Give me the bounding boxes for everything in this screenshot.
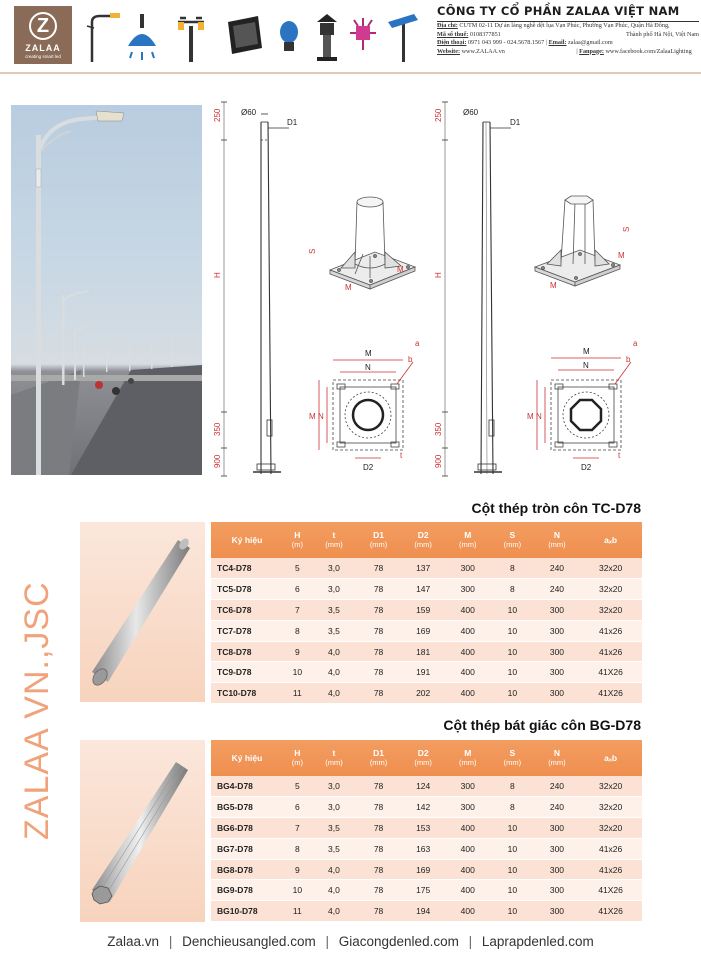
bg-col-d2: D2 (mm) (401, 740, 446, 776)
table-row (211, 901, 642, 922)
spec-cell: 10 (490, 662, 535, 683)
spec-cell: 8 (490, 579, 535, 600)
spec-cell: 147 (401, 579, 446, 600)
model-code-cell: BG7-D78 (211, 838, 283, 859)
dim-n-left-plan-side: N (318, 412, 324, 421)
dim-d60-left: Ø60 (241, 108, 257, 117)
footer-link-zalaa[interactable]: Zalaa.vn (107, 934, 160, 949)
spec-cell: 4,0 (312, 901, 357, 922)
bg-col-axb: aₓb (579, 740, 642, 776)
spec-cell: 3,0 (312, 797, 357, 818)
spec-cell: 10 (490, 620, 535, 641)
company-name: CÔNG TY CỔ PHẦN ZALAA VIỆT NAM (437, 4, 699, 22)
footer-separator: | (168, 934, 173, 949)
spec-cell: 78 (356, 620, 401, 641)
bg-section-title: Cột thép bát giác côn BG-D78 (443, 717, 641, 733)
dim-a-right-plan: a (633, 339, 638, 348)
spec-cell: 78 (356, 859, 401, 880)
footer-separator: | (468, 934, 473, 949)
technical-drawings (205, 92, 695, 484)
table-row (211, 818, 642, 839)
spec-cell: 32x20 (579, 797, 642, 818)
spec-cell: 202 (401, 683, 446, 704)
spec-cell: 78 (356, 579, 401, 600)
spec-cell: 163 (401, 838, 446, 859)
spec-cell: 300 (445, 797, 490, 818)
spec-cell: 10 (490, 683, 535, 704)
dim-h-left: H (213, 272, 222, 278)
table-row (211, 683, 642, 704)
spec-cell: 137 (401, 558, 446, 579)
vertical-watermark: ZALAA VN.,JSC (18, 581, 56, 840)
dim-m-right-iso-b: M (618, 251, 625, 260)
tc-col-m: M (mm) (445, 522, 490, 558)
bg-col-t: t (mm) (312, 740, 357, 776)
spec-cell: 3,0 (312, 776, 357, 797)
dim-d2-right-plan: D2 (581, 463, 592, 472)
spec-cell: 300 (535, 641, 580, 662)
table-row (211, 620, 642, 641)
logo-slogan: creating smart led (25, 54, 61, 59)
dim-d1-right: D1 (510, 118, 521, 127)
spec-cell: 32x20 (579, 558, 642, 579)
spec-cell: 78 (356, 600, 401, 621)
dim-n-right-plan-top: N (583, 361, 589, 370)
table-row (211, 880, 642, 901)
spec-cell: 78 (356, 662, 401, 683)
spec-cell: 400 (445, 662, 490, 683)
spec-cell: 300 (535, 620, 580, 641)
footer-link-giacongdenled[interactable]: Giacongdenled.com (338, 934, 459, 949)
dim-s-left-iso: S (308, 248, 317, 254)
model-code-cell: BG9-D78 (211, 880, 283, 901)
dim-d60-right: Ø60 (463, 108, 479, 117)
spec-cell: 300 (535, 600, 580, 621)
phone-value: 0971 043 999 - 024.5678.1567 (467, 39, 545, 46)
tax-line (437, 31, 699, 40)
led-bulb-icon (277, 12, 301, 62)
spec-cell: 78 (356, 880, 401, 901)
spec-cell: 7 (283, 600, 312, 621)
drawings-svg (205, 92, 695, 484)
tax-value: 0108377851 (469, 30, 501, 38)
spec-cell: 3,0 (312, 579, 357, 600)
bollard-light-icon (312, 12, 342, 62)
tax-label: Mã số thuế: (437, 30, 469, 38)
spec-cell: 32x20 (579, 818, 642, 839)
city-value: Thành phố Hà Nội, Việt Nam (625, 30, 699, 38)
spec-cell: 32x20 (579, 600, 642, 621)
round-tube-svg (80, 522, 205, 702)
footer-separator: | (325, 934, 329, 949)
spec-cell: 300 (535, 880, 580, 901)
spec-cell: 11 (283, 683, 312, 704)
footer-link-laprapdenled[interactable]: Laprapdenled.com (481, 934, 594, 949)
web-line: Website: www.ZALAA.vn | Fanpage: www.facebook.com/ZalaaLighting (437, 47, 692, 55)
spec-cell: 240 (535, 579, 580, 600)
led-chip-icon (348, 12, 378, 62)
logo-name: ZALAA (25, 43, 61, 53)
dim-b-left-plan: b (408, 355, 413, 364)
email-link[interactable]: zalaa@gmail.com (568, 39, 613, 46)
spec-cell: 10 (283, 662, 312, 683)
model-code-cell: BG8-D78 (211, 859, 283, 880)
spec-cell: 300 (445, 776, 490, 797)
spec-cell: 10 (490, 901, 535, 922)
spec-cell: 78 (356, 901, 401, 922)
spec-cell: 41x26 (579, 620, 642, 641)
dim-m-left-iso-a: M (345, 283, 352, 292)
spec-cell: 300 (535, 683, 580, 704)
address-label: Địa chỉ: (437, 22, 458, 29)
spec-cell: 191 (401, 662, 446, 683)
spec-cell: 300 (535, 901, 580, 922)
spec-cell: 400 (445, 641, 490, 662)
spec-cell: 9 (283, 859, 312, 880)
bg-col-code: Ký hiệu (211, 740, 283, 776)
table-row (211, 776, 642, 797)
round-base-plan (319, 360, 413, 458)
spec-cell: 41X26 (579, 683, 642, 704)
spec-cell: 78 (356, 797, 401, 818)
table-row (211, 797, 642, 818)
spec-cell: 7 (283, 818, 312, 839)
spec-cell: 400 (445, 859, 490, 880)
tc-col-t: t (mm) (312, 522, 357, 558)
footer-link-denchieusangled[interactable]: Denchieusangled.com (182, 934, 316, 949)
spec-cell: 175 (401, 880, 446, 901)
table-row (211, 662, 642, 683)
dim-m-left-plan-top: M (365, 349, 372, 358)
spec-cell: 10 (490, 880, 535, 901)
tc-col-n: N (mm) (535, 522, 580, 558)
spec-cell: 5 (283, 558, 312, 579)
spec-cell: 400 (445, 683, 490, 704)
spec-cell: 78 (356, 641, 401, 662)
spec-cell: 78 (356, 558, 401, 579)
dim-s-right-iso: S (622, 226, 631, 232)
spec-cell: 169 (401, 620, 446, 641)
spec-cell: 300 (445, 579, 490, 600)
address-line (437, 22, 699, 31)
spec-cell: 41x26 (579, 859, 642, 880)
model-code-cell: TC5-D78 (211, 579, 283, 600)
spec-cell: 78 (356, 683, 401, 704)
spec-cell: 400 (445, 880, 490, 901)
spec-cell: 32x20 (579, 579, 642, 600)
model-code-cell: TC7-D78 (211, 620, 283, 641)
bg-col-m: M (mm) (445, 740, 490, 776)
table-row (211, 641, 642, 662)
model-code-cell: BG6-D78 (211, 818, 283, 839)
tc-col-axb: aₓb (579, 522, 642, 558)
street-pole-photo (11, 105, 202, 475)
bg-table-body (211, 776, 642, 922)
dim-d1-left: D1 (287, 118, 298, 127)
spec-cell: 10 (490, 859, 535, 880)
street-light-icon (84, 12, 122, 62)
model-code-cell: TC9-D78 (211, 662, 283, 683)
table-row (211, 859, 642, 880)
dim-t-left-plan: t (400, 451, 403, 460)
address-value: CUTM 02-11 Dự án làng nghề dệt lụa Vạn Phúc, Phường Vạn Phúc, Quận Hà Đông, (459, 22, 670, 29)
dim-m-right-iso-a: M (550, 281, 557, 290)
footer-links (0, 934, 701, 949)
bg-header-row (211, 740, 642, 776)
spec-cell: 8 (490, 558, 535, 579)
spec-cell: 142 (401, 797, 446, 818)
tc-col-d2: D2 (mm) (401, 522, 446, 558)
model-code-cell: BG10-D78 (211, 901, 283, 922)
spec-cell: 10 (490, 838, 535, 859)
round-tube-illustration (80, 522, 205, 702)
octagonal-pole-elevation (442, 102, 511, 476)
spec-cell: 78 (356, 838, 401, 859)
dim-m-right-plan-top: M (583, 347, 590, 356)
dim-m-right-plan-side: M (527, 412, 534, 421)
bg-col-d1: D1 (mm) (356, 740, 401, 776)
dim-900-left: 900 (213, 454, 222, 468)
dim-m-left-iso-b: M (397, 265, 404, 274)
spec-cell: 181 (401, 641, 446, 662)
spec-cell: 300 (445, 558, 490, 579)
table-row (211, 579, 642, 600)
spec-cell: 8 (490, 776, 535, 797)
model-code-cell: TC4-D78 (211, 558, 283, 579)
tc-section-title: Cột thép tròn côn TC-D78 (471, 500, 641, 516)
octagonal-base-plan (537, 358, 631, 458)
solar-street-light-icon (384, 12, 424, 62)
spec-cell: 4,0 (312, 859, 357, 880)
spec-cell: 3,5 (312, 818, 357, 839)
spec-cell: 78 (356, 818, 401, 839)
garden-lamp-icon (174, 12, 208, 62)
round-pole-elevation (221, 102, 289, 476)
header-divider (0, 72, 701, 74)
photo-scene (11, 105, 202, 475)
spec-cell: 400 (445, 620, 490, 641)
company-info (437, 4, 699, 56)
fanpage-label: Fanpage: (579, 47, 604, 55)
page-header (0, 0, 701, 72)
spec-cell: 159 (401, 600, 446, 621)
spec-cell: 300 (535, 818, 580, 839)
spec-cell: 41X26 (579, 901, 642, 922)
dim-t-right-plan: t (618, 451, 621, 460)
spec-cell: 3,5 (312, 600, 357, 621)
model-code-cell: BG4-D78 (211, 776, 283, 797)
dim-250-left: 250 (213, 108, 222, 122)
dim-m-left-plan-side: M (309, 412, 316, 421)
dim-h-right: H (434, 272, 443, 278)
floodlight-icon (222, 12, 266, 62)
email-label: Email: (548, 39, 567, 46)
tc-col-h: H (m) (283, 522, 312, 558)
product-icon-row (84, 12, 424, 62)
fanpage-link[interactable]: www.facebook.com/ZalaaLighting (605, 47, 692, 55)
spec-cell: 10 (490, 641, 535, 662)
highbay-light-icon (124, 12, 160, 62)
spec-cell: 10 (283, 880, 312, 901)
tc-col-code: Ký hiệu (211, 522, 283, 558)
spec-cell: 32x20 (579, 776, 642, 797)
spec-cell: 4,0 (312, 662, 357, 683)
dim-a-left-plan: a (415, 339, 420, 348)
spec-cell: 9 (283, 641, 312, 662)
spec-cell: 3,5 (312, 838, 357, 859)
octagonal-tube-svg (80, 740, 205, 922)
spec-cell: 240 (535, 797, 580, 818)
table-row (211, 558, 642, 579)
table-row (211, 600, 642, 621)
spec-cell: 41x26 (579, 838, 642, 859)
spec-cell: 8 (490, 797, 535, 818)
spec-cell: 169 (401, 859, 446, 880)
spec-cell: 3,0 (312, 558, 357, 579)
spec-cell: 78 (356, 776, 401, 797)
spec-cell: 10 (490, 818, 535, 839)
spec-cell: 153 (401, 818, 446, 839)
website-link[interactable]: www.ZALAA.vn (461, 47, 505, 55)
octagonal-base-isometric (535, 196, 620, 286)
spec-cell: 240 (535, 776, 580, 797)
bg-spec-table (211, 740, 642, 922)
tc-col-s: S (mm) (490, 522, 535, 558)
model-code-cell: TC8-D78 (211, 641, 283, 662)
model-code-cell: BG5-D78 (211, 797, 283, 818)
tc-table-body (211, 558, 642, 704)
model-code-cell: TC6-D78 (211, 600, 283, 621)
spec-cell: 300 (535, 838, 580, 859)
bg-col-s: S (mm) (490, 740, 535, 776)
spec-cell: 3,5 (312, 620, 357, 641)
dim-350-left: 350 (213, 422, 222, 436)
spec-cell: 4,0 (312, 683, 357, 704)
spec-cell: 194 (401, 901, 446, 922)
spec-cell: 4,0 (312, 641, 357, 662)
spec-cell: 300 (535, 662, 580, 683)
spec-cell: 400 (445, 901, 490, 922)
spec-cell: 41X26 (579, 880, 642, 901)
spec-cell: 8 (283, 838, 312, 859)
spec-cell: 8 (283, 620, 312, 641)
model-code-cell: TC10-D78 (211, 683, 283, 704)
spec-cell: 6 (283, 797, 312, 818)
spec-cell: 300 (535, 859, 580, 880)
spec-cell: 240 (535, 558, 580, 579)
spec-cell: 5 (283, 776, 312, 797)
spec-cell: 124 (401, 776, 446, 797)
dim-d2-left-plan: D2 (363, 463, 374, 472)
spec-cell: 41X26 (579, 662, 642, 683)
phone-label: Điện thoại: (437, 39, 467, 46)
website-label: Website: (437, 47, 461, 55)
tc-spec-table (211, 522, 642, 704)
contact-line: Điện thoại: 0971 043 999 - 024.5678.1567 | Email: zalaa@gmail.com (437, 39, 613, 46)
tc-header-row (211, 522, 642, 558)
logo-mark: Z (29, 12, 57, 40)
bg-col-n: N (mm) (535, 740, 580, 776)
spec-cell: 400 (445, 838, 490, 859)
dim-250-right: 250 (434, 108, 443, 122)
company-logo[interactable] (14, 6, 72, 64)
dim-n-left-plan-top: N (365, 363, 371, 372)
bg-col-h: H (m) (283, 740, 312, 776)
spec-cell: 400 (445, 600, 490, 621)
tc-col-d1: D1 (mm) (356, 522, 401, 558)
spec-cell: 11 (283, 901, 312, 922)
spec-cell: 10 (490, 600, 535, 621)
spec-cell: 4,0 (312, 880, 357, 901)
table-row (211, 838, 642, 859)
round-base-isometric (330, 197, 415, 289)
dim-b-right-plan: b (626, 355, 631, 364)
dim-900-right: 900 (434, 454, 443, 468)
spec-cell: 400 (445, 818, 490, 839)
spec-cell: 6 (283, 579, 312, 600)
spec-cell: 41x26 (579, 641, 642, 662)
dim-350-right: 350 (434, 422, 443, 436)
octagonal-tube-illustration (80, 740, 205, 922)
dim-n-right-plan-side: N (536, 412, 542, 421)
